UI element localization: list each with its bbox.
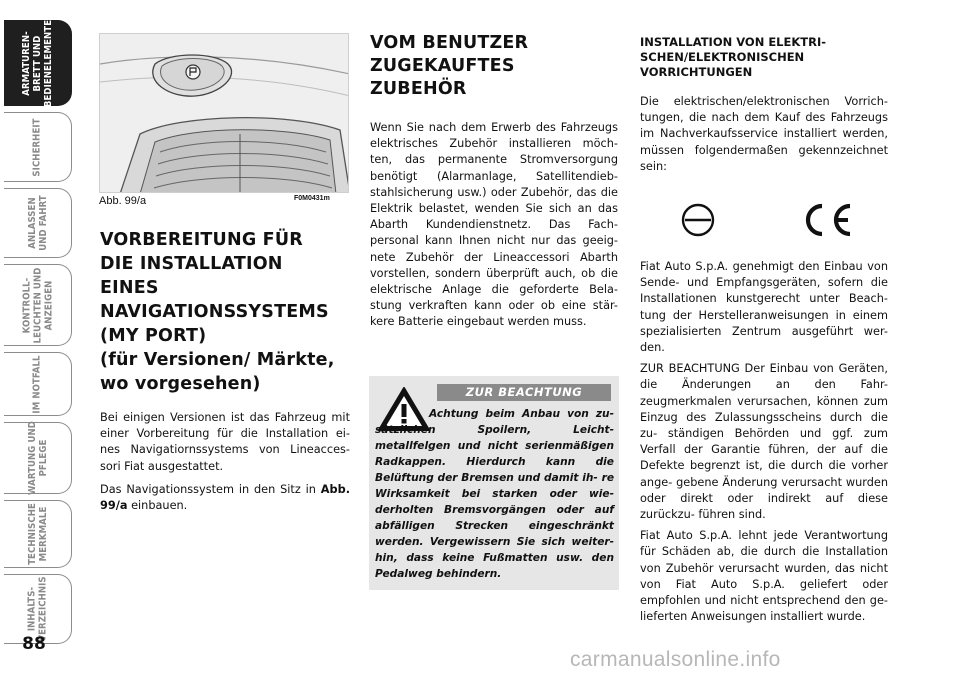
title-line: VORBEREITUNG FÜR <box>100 230 303 250</box>
navigation-body <box>100 410 350 521</box>
tab-label: ANLASSEN UND FAHRT <box>26 195 49 251</box>
tab-label: INHALTS- VERZEICHNIS <box>26 576 49 642</box>
e-mark-icon <box>683 205 713 235</box>
tab-label: SICHERHEIT <box>32 117 43 177</box>
title-line: (für Versionen/ Märkte, <box>100 350 335 370</box>
title-line: EINES <box>100 278 159 298</box>
paragraph <box>100 482 350 514</box>
text-run: einbauen. <box>127 499 188 513</box>
title-line: DIE INSTALLATION <box>100 254 283 274</box>
ce-mark-icon <box>808 206 850 234</box>
figure-reference: Abb. 99/a <box>100 482 350 513</box>
figure-code: F0M0431m <box>294 195 330 202</box>
zubehoer-body <box>370 120 618 331</box>
dashboard-illustration <box>100 34 349 193</box>
tab-armaturenbrett[interactable] <box>4 20 72 106</box>
paragraph: Bei einigen Versionen ist das Fahrzeug mit einer Vorbereitung für die Installation ei- nes Navigatiornssystems von Lineacces- sori Fiat ausgestattet. <box>100 411 350 473</box>
watermark: carmanualsonline.info <box>570 648 781 671</box>
installation-body <box>640 259 888 630</box>
title-line: ZUBEHÖR <box>370 79 467 99</box>
page-number: 88 <box>22 634 46 654</box>
section-title-navigation <box>100 228 355 396</box>
tab-wartung[interactable] <box>4 422 72 494</box>
warning-box <box>369 376 619 590</box>
tab-kontrollleuchten[interactable] <box>4 264 72 346</box>
title-line: NAVIGATIONSSYSTEMS <box>100 302 329 322</box>
figure-caption: Abb. 99/a <box>99 195 147 207</box>
tab-im-notfall[interactable] <box>4 352 72 416</box>
title-line: (MY PORT) <box>100 326 207 346</box>
certification-marks <box>680 200 860 240</box>
dashboard-figure <box>99 33 349 193</box>
tab-anlassen[interactable] <box>4 188 72 258</box>
paragraph: ZUR BEACHTUNG Der Einbau von Geräten, die Änderungen an den Fahr- zeugmerkmalen verursachen, können zum Einzug des Zulassungsscheins durch die zu- ständigen Behörden und ggf. zum Verfall der Garantie führen, der auf die Defekte begrenzt ist, die durch die vorher ange- gebene Änderung verursacht wurden oder direkt oder indirekt auf diese zurückzu- führen sind. <box>640 362 888 522</box>
section-title-zubehoer <box>370 32 610 101</box>
tab-technische-merkmale[interactable] <box>4 500 72 568</box>
tab-sicherheit[interactable] <box>4 112 72 182</box>
section-title-installation: INSTALLATION VON ELEKTRI- SCHEN/ELEKTRONISCHEN VORRICHTUNGEN <box>640 35 827 79</box>
text-run: Das Navigationssystem in den Sitz in <box>100 482 321 496</box>
title-line: wo vorgesehen) <box>100 374 261 394</box>
warning-text: Achtung beim Anbau von zu- sätzlichen Spoilern, Leicht- metallfelgen und nicht serienmäßigen Radkappen. Hierdurch kann die Belüftung der Bremsen und damit ih- re Wirksamkeit bei starken oder wie- derholten Bremsvorgängen oder auf abfälligen Strecken eingeschränkt werden. Vergewissern Sie sich weiter- hin, dass keine Fußmatten usw. den Pedalweg behindern. <box>375 408 614 580</box>
warning-badge: ZUR BEACHTUNG <box>437 384 611 401</box>
paragraph: Fiat Auto S.p.A. lehnt jede Verantwortung für Schäden ab, die durch die Installation von Zubehör verursacht wurden, das nicht von Fiat Auto S.p.A. geliefert oder empfohlen und nicht entsprechend den ge- lieferten Anweisungen installiert wurde. <box>640 529 888 624</box>
tab-label: IM NOTFALL <box>31 354 43 414</box>
paragraph: Fiat Auto S.p.A. genehmigt den Einbau von Sende- und Empfangsgeräten, sofern die Installationen kunstgerecht unter Beach- tung der Herstelleranweisungen in einem spezialisierten Zentrum ausgeführt wer- den. <box>640 260 888 355</box>
title-line: VOM BENUTZER <box>370 33 529 53</box>
tab-label: TECHNISCHE MERKMALE <box>26 503 49 565</box>
title-line: ZUGEKAUFTES <box>370 56 515 76</box>
installation-intro: Die elektrischen/elektronischen Vorrich- tungen, die nach dem Kauf des Fahrzeugs im Nachverkaufsservice installiert werden, müssen folgendermaßen gekennzeichnet sein: <box>640 95 888 173</box>
tab-label: ARMATUREN- BRETT UND BEDIENELEMENTE <box>21 19 55 107</box>
paragraph: Wenn Sie nach dem Erwerb des Fahrzeugs elektrisches Zubehör installieren möch- ten, das permanente Stromversorgung benötigt (Alarmanlage, Satellitendieb- stahlsicherung usw.) oder Zubehör, das die Elektrik belastet, wenden Sie sich an das Abarth Kundendienstnetz. Das Fach- personal kann Ihnen nicht nur das geeig- nete Zubehör der Lineaccessori Abarth vorstellen, sondern überprüft auch, ob die elektrische Anlage die geforderte Bela- stung verkraften kann oder ob eine stär- kere Batterie eingebaut werden muss. <box>370 121 618 329</box>
tab-label: KONTROLL- LEUCHTEN UND ANZEIGEN <box>21 267 54 343</box>
tab-label: WARTUNG UND PFLEGE <box>26 421 49 495</box>
